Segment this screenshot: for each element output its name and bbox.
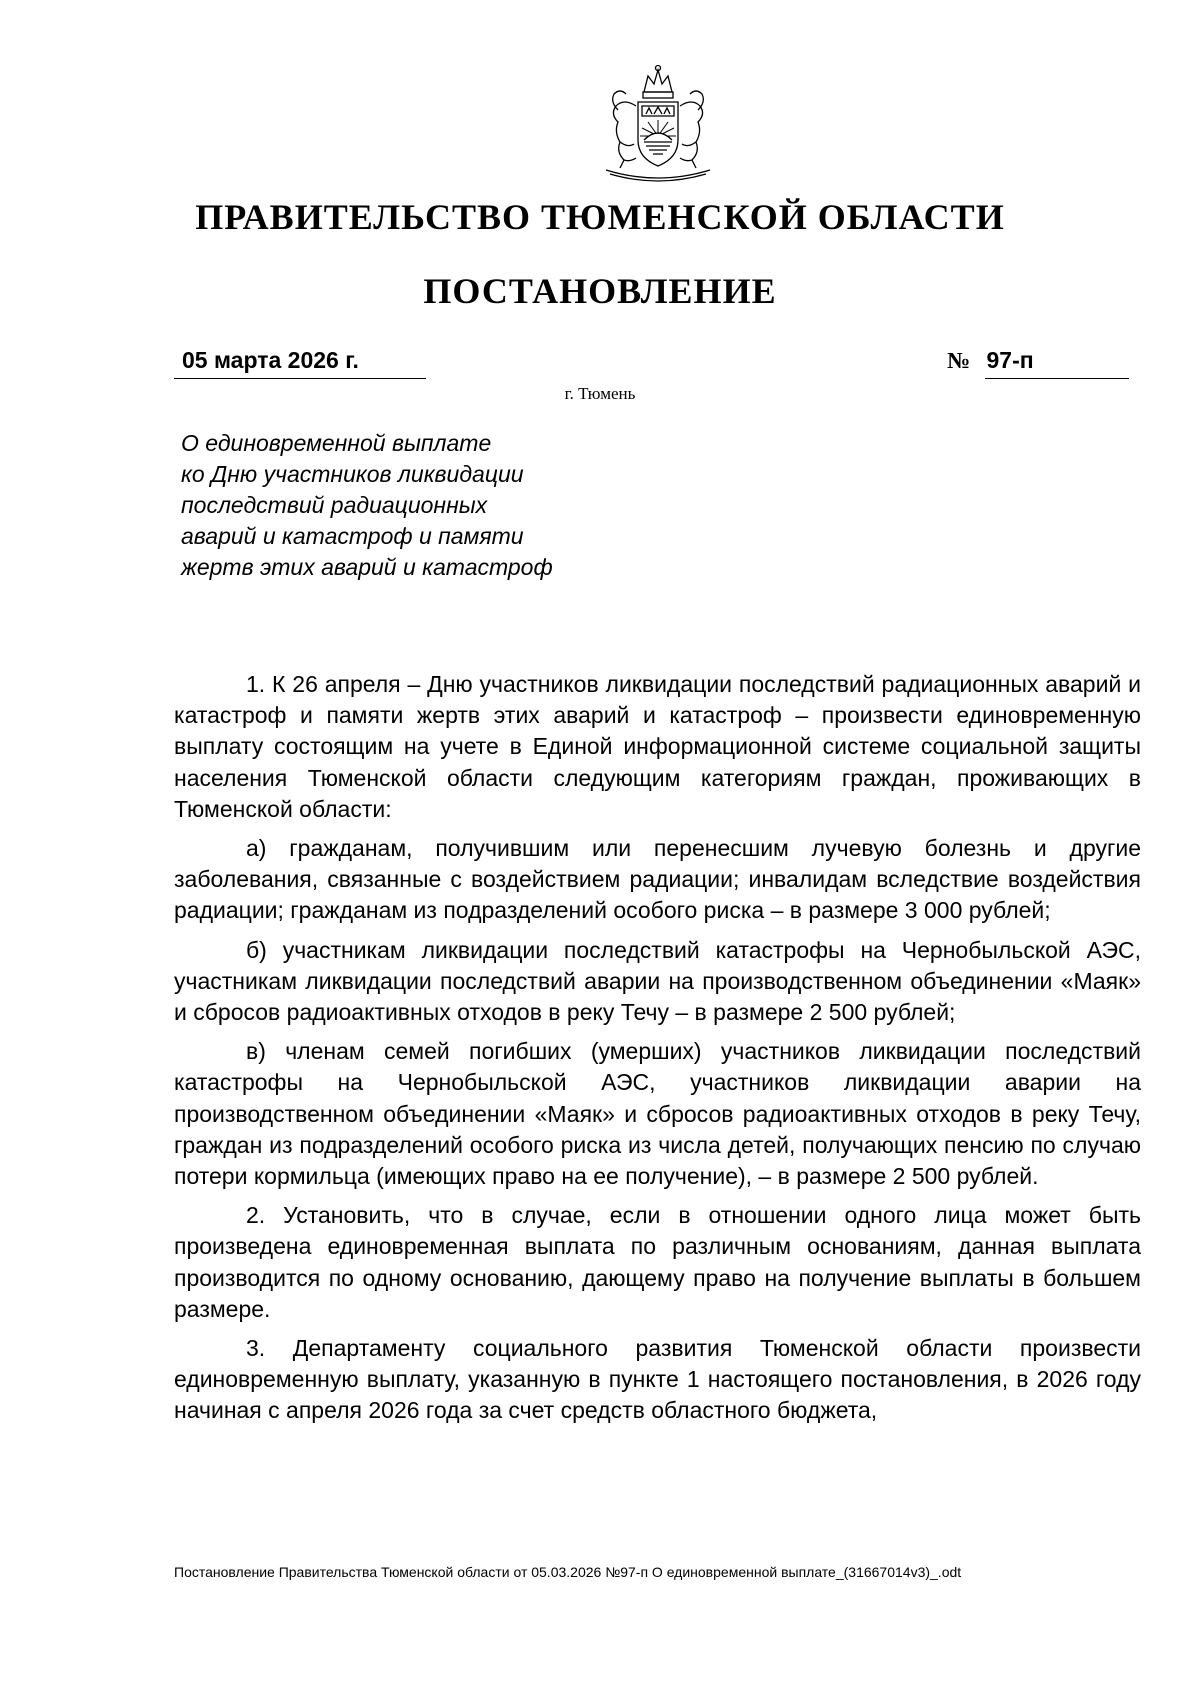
subject-line: аварий и катастроф и памяти <box>181 523 524 549</box>
document-body <box>174 669 1141 1435</box>
number-sign: № <box>947 348 971 373</box>
subject-line: жертв этих аварий и катастроф <box>181 554 553 580</box>
document-number-field <box>947 345 1121 379</box>
footer-filename: Постановление Правительства Тюменской области от 05.03.2026 №97-п О единовременной выплате_(31667014v3)_.odt <box>174 1564 962 1580</box>
paragraph-1b: б) участникам ликвидации последствий катастрофы на Чернобыльской АЭС, участникам ликвидации последствий аварии на производственном объединении «Маяк» и сбросов радиоактивных отходов в реку Течу – в размере 2 500 рублей; <box>174 936 1141 1026</box>
paragraph-2: 2. Установить, что в случае, если в отношении одного лица может быть произведена единовременная выплата по различным основаниям, данная выплата производится по одному основанию, дающему право на получение выплаты в большем размере. <box>174 1202 1141 1322</box>
paragraph-1: 1. К 26 апреля – Дню участников ликвидации последствий радиационных аварий и катастроф и памяти жертв этих аварий и катастроф – произвести единовременную выплату состоящим на учете в Единой информационной системе социальной защиты населения Тюменской области следующим категориям граждан, проживающих в Тюменской области: <box>174 671 1141 822</box>
document-subject <box>181 428 681 583</box>
paragraph-1c: в) членам семей погибших (умерших) участников ликвидации последствий катастрофы на Чернобыльской АЭС, участников ликвидации аварии на производственном объединении «Маяк» и сбросов радиоактивных отходов в реку Течу, граждан из подразделений особого риска из числа детей, получающих пенсию по случаю потери кормильца (имеющих право на ее получение), – в размере 2 500 рублей. <box>174 1038 1141 1190</box>
document-type: ПОСТАНОВЛЕНИЕ <box>423 271 777 311</box>
document-number: 97-п <box>986 347 1034 373</box>
paragraph-1a: а) гражданам, получившим или перенесшим лучевую болезнь и другие заболевания, связанные с воздействием радиации; инвалидам вследствие воздействия радиации; гражданам из подразделений особого риска – в размере 3 000 рублей; <box>174 835 1141 924</box>
document-date: 05 марта 2026 г. <box>174 345 426 379</box>
coat-of-arms-icon <box>596 62 720 184</box>
organization-title: ПРАВИТЕЛЬСТВО ТЮМЕНСКОЙ ОБЛАСТИ <box>195 197 1005 237</box>
paragraph-3: 3. Департаменту социального развития Тюменской области произвести единовременную выплату, указанную в пункте 1 настоящего постановления, в 2026 году начиная с апреля 2026 года за счет средств областного бюджета, <box>174 1335 1141 1424</box>
subject-line: ко Дню участников ликвидации <box>181 461 524 487</box>
subject-line: О единовременной выплате <box>181 430 492 456</box>
number-underline <box>985 378 1129 379</box>
document-city: г. Тюмень <box>564 384 636 403</box>
subject-line: последствий радиационных <box>181 492 488 518</box>
